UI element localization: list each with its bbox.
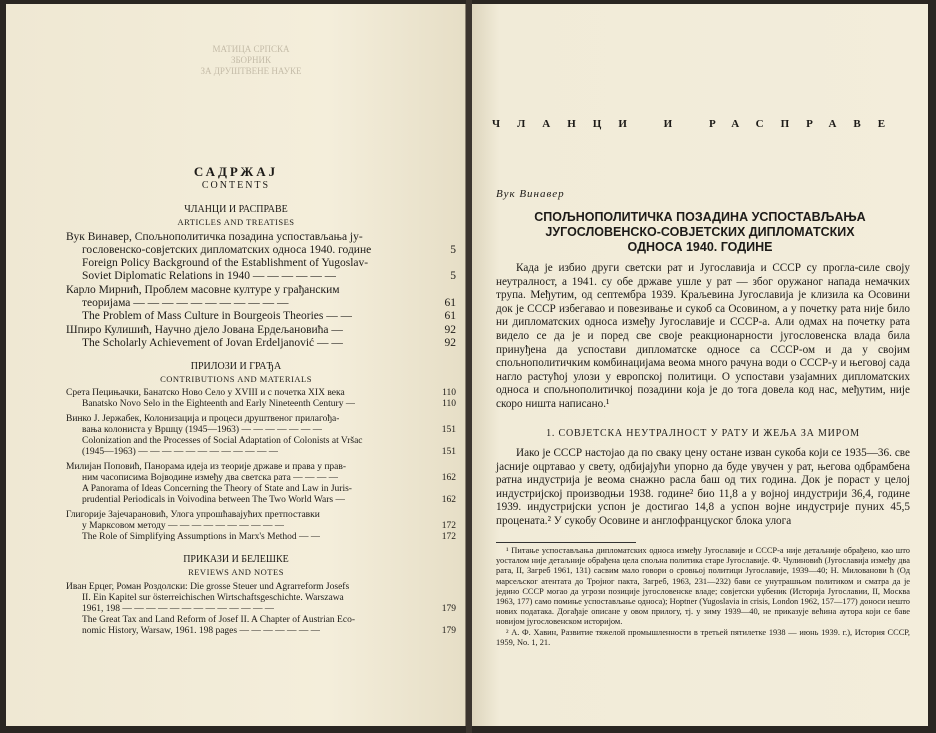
page-number <box>450 484 456 495</box>
page-number <box>450 510 456 521</box>
entry-text: nomic History, Warsaw, 1961. 198 pages — — — — — — — <box>82 626 321 636</box>
page-number: 61 <box>444 297 456 309</box>
article-title <box>492 210 908 255</box>
page-number: 151 <box>441 425 456 435</box>
page-number: 5 <box>450 244 456 256</box>
entry-text: The Role of Simplifying Assumptions in Marx's Method — — <box>82 532 321 542</box>
page-number: 179 <box>441 604 456 614</box>
article-section-text <box>496 447 910 529</box>
entry-text: Шпиро Кулишић, Научно дјело Јована Ердељановића — <box>66 324 343 336</box>
entry-text: ним часописима Војводине између два светска рата — — — — <box>82 473 339 483</box>
entry-text: Иван Ерцег, Роман Роздолски: Die grosse Steuer und Agrarreform Josefs <box>66 582 350 592</box>
ghost-line: ЗА ДРУШТВЕНЕ НАУКЕ <box>200 66 302 76</box>
toc-entry[interactable] <box>66 462 456 506</box>
toc-entry[interactable] <box>66 582 456 637</box>
section-title-en: REVIEWS AND NOTES <box>188 567 284 577</box>
ghost-line: МАТИЦА СРПСКА <box>212 44 290 54</box>
page-number: 110 <box>442 388 456 398</box>
left-page <box>6 4 466 726</box>
title-line: СПОЉНОПОЛИТИЧКА ПОЗАДИНА УСПОСТАВЉАЊА <box>534 210 866 224</box>
page-number: 172 <box>441 532 456 542</box>
toc-entry[interactable] <box>66 284 456 323</box>
section-title: ПРИКАЗИ И БЕЛЕШКЕ <box>183 554 289 565</box>
toc-entry[interactable] <box>66 231 456 283</box>
entry-text: II. Ein Kapitel sur österreichischen Wirtschaftsgeschichte. Warszawa <box>82 593 344 603</box>
show-through-text <box>181 44 321 77</box>
entry-text: Soviet Diplomatic Relations in 1940 — — — — — — <box>82 270 337 282</box>
section-title-en: CONTRIBUTIONS AND MATERIALS <box>160 374 312 384</box>
entry-text: Banatsko Novo Selo in the Eighteenth and Early Nineteenth Century — <box>82 399 356 409</box>
toc-entry[interactable] <box>66 414 456 458</box>
entry-text: The Scholarly Achievement of Jovan Erdeljanović — — <box>82 337 343 349</box>
page-number <box>450 582 456 593</box>
section-title-en: ARTICLES AND TREATISES <box>177 217 295 227</box>
entry-text: The Great Tax and Land Reform of Josef II. A Chapter of Austrian Eco- <box>82 615 355 625</box>
paragraph: Иако је СССР настојао да по сваку цену остане изван сукоба који се 1935—36. све јасније оцртавао у свету, одбијајући упорно да буде увучен у рат, његова одбрамбена ратна индустрија је веома снажно расла баш од тих година. Док је пораст у целој индустријској производњи 1938. године² био 11,8 а у војној индустрији 36,4, године 1939. индустријски успон је достигао 14,8 а успон војне индустрије пуних 45,5 процената.² У сукобу Осовине и англофранцуског блока улога <box>496 447 910 527</box>
entry-text: Винко Ј. Јержабек, Колонизација и процеси друштвеног прилагођа- <box>66 414 340 424</box>
entry-text: у Марксовом методу — — — — — — — — — — <box>82 521 285 531</box>
toc-entry[interactable] <box>66 510 456 543</box>
entry-text: вања колониста у Вршцу (1945—1963) — — — — — — — <box>82 425 323 435</box>
entry-text: Милијан Поповић, Панорама идеја из теорије државе и права у прав- <box>66 462 347 472</box>
entry-text: Глигорије Зајечарановић, Улога упрошћавајућих претпоставки <box>66 510 320 520</box>
page-number <box>450 257 456 270</box>
section-heading <box>6 204 466 228</box>
section-title: ПРИЛОЗИ И ГРАЂА <box>190 361 282 372</box>
footnote-divider <box>496 542 636 543</box>
entry-text: Карло Мирнић, Проблем масовне културе у грађанским <box>66 284 340 296</box>
article-intro <box>496 262 910 412</box>
toc-entry[interactable] <box>66 324 456 350</box>
contents-title-en: CONTENTS <box>201 180 271 191</box>
entry-text: Срета Пецињачки, Банатско Ново Село у XVIII и с почетка XIX века <box>66 388 345 398</box>
section-heading <box>6 554 466 578</box>
page-number: 172 <box>441 521 456 531</box>
page-number: 110 <box>442 399 456 409</box>
entry-text: теоријама — — — — — — — — — — — <box>82 297 289 309</box>
page-number: 61 <box>444 310 456 322</box>
page-number <box>450 231 456 244</box>
title-line: ОДНОСА 1940. ГОДИНЕ <box>627 240 773 254</box>
footnote: ¹ Питање успостављања дипломатских односа између Југославије и СССР-а није детаљније обрађено, као што уосталом није детаљније обрађена цела спољна политика старе Југославије. Ф. Чулиновић (Југославија између два рата, II, Загреб 1961, 131) сасвим мало говори о сровњој политици Југославије, 1939—40; Н. Милованови ћ (Од марсељског атентата до Тројног пакта, Загреб, 1963, 231—232) бави се унутрашњом политиком и сматра да је једино СССР могао да угрози позиције југословенске владе; совјетски уџбеник (Историја Југославии, II, Москва 1963, 177) само помиње успостављање односа); Hoptner (Yugoslavia in crisis, London 1962, 157—177) доноси нешто нових података. Догађаје описане у овом прилогу, тј. у зиму 1939—40, не приказује већина аутора који се баве новијом југословенском историјом. <box>496 546 910 627</box>
right-page <box>472 4 928 726</box>
paragraph: Када је избио други светски рат и Југославија и СССР су прогла-силе своју неутралност, а 1941. су обе државе ушле у рат — због оружаног напада немачких трупа. Међутим, од септембра 1939. Краљевина Југославија је клизила ка Осовини док је СССР избегавао и повезивање и сукоб са Осовином, а у почетку рата није било ни дипломатских односа између Југославије и СССР-а. Али одмах на почетку рата видело се да је и поред све своје реакционарности југословенска влада била принуђена да успостави дипломатске односе са СССР-ом и да у својим спољнополитичким комбинацијама веома много рачуна води о СССР-у и његовој сада нагло растућој улози у европској политици. О успостави узајамних дипломатских односа и спољнополитичкој позадини која је до тога довела код нас, међутим, није скоро ништа написано.¹ <box>496 262 910 410</box>
page-number <box>450 615 456 626</box>
page-number: 162 <box>441 495 456 505</box>
ghost-line: ЗБОРНИК <box>230 55 272 65</box>
page-number <box>450 436 456 447</box>
page-number <box>450 593 456 604</box>
title-line: ЈУГОСЛОВЕНСКО-СОВЈЕТСКИХ ДИПЛОМАТСКИХ <box>545 225 855 239</box>
section-heading <box>6 361 466 385</box>
article-author: Вук Винавер <box>496 188 565 200</box>
page-number: 92 <box>444 324 456 336</box>
section-heading: 1. СОВЈЕТСКА НЕУТРАЛНОСТ У РАТУ И ЖЕЉА ЗА МИРОМ <box>546 428 860 439</box>
toc-entry[interactable] <box>66 388 456 410</box>
page-number: 162 <box>441 473 456 483</box>
contents-title: САДРЖАЈ <box>193 164 279 179</box>
page-number <box>450 414 456 425</box>
entry-text: prudential Periodicals in Voivodina between The Two World Wars — <box>82 495 345 505</box>
footnotes <box>496 546 910 648</box>
entry-text: 1961, 198 — — — — — — — — — — — — — <box>82 604 275 614</box>
section-title: ЧЛАНЦИ И РАСПРАВЕ <box>184 204 288 215</box>
page-number: 151 <box>441 447 456 457</box>
entry-text: Foreign Policy Background of the Establishment of Yugoslav- <box>82 257 369 269</box>
entry-text: Вук Винавер, Спољнополитичка позадина успостављања ју- <box>66 231 363 243</box>
entry-text: The Problem of Mass Culture in Bourgeois Theories — — <box>82 310 353 322</box>
page-number <box>450 462 456 473</box>
entry-text: гословенско-совјетских дипломатских односа 1940. године <box>82 244 372 256</box>
running-head: ЧЛАНЦИ И РАСПРАВЕ <box>492 118 903 130</box>
page-number: 179 <box>441 626 456 636</box>
footnote: ² А. Ф. Хавин, Развитие тяжелой промышленности в третьей пятилетке 1938 — июнь 1939. г.), История СССР, 1959, No. 1, 21. <box>496 627 910 647</box>
entry-text: A Panorama of Ideas Concerning the Theory of State and Law in Juris- <box>82 484 352 494</box>
page-number: 92 <box>444 337 456 349</box>
entry-text: (1945—1963) — — — — — — — — — — — — <box>82 447 279 457</box>
page-number: 5 <box>450 270 456 282</box>
entry-text: Colonization and the Processes of Social Adaptation of Colonists at Vršac <box>82 436 363 446</box>
page-number <box>450 284 456 297</box>
